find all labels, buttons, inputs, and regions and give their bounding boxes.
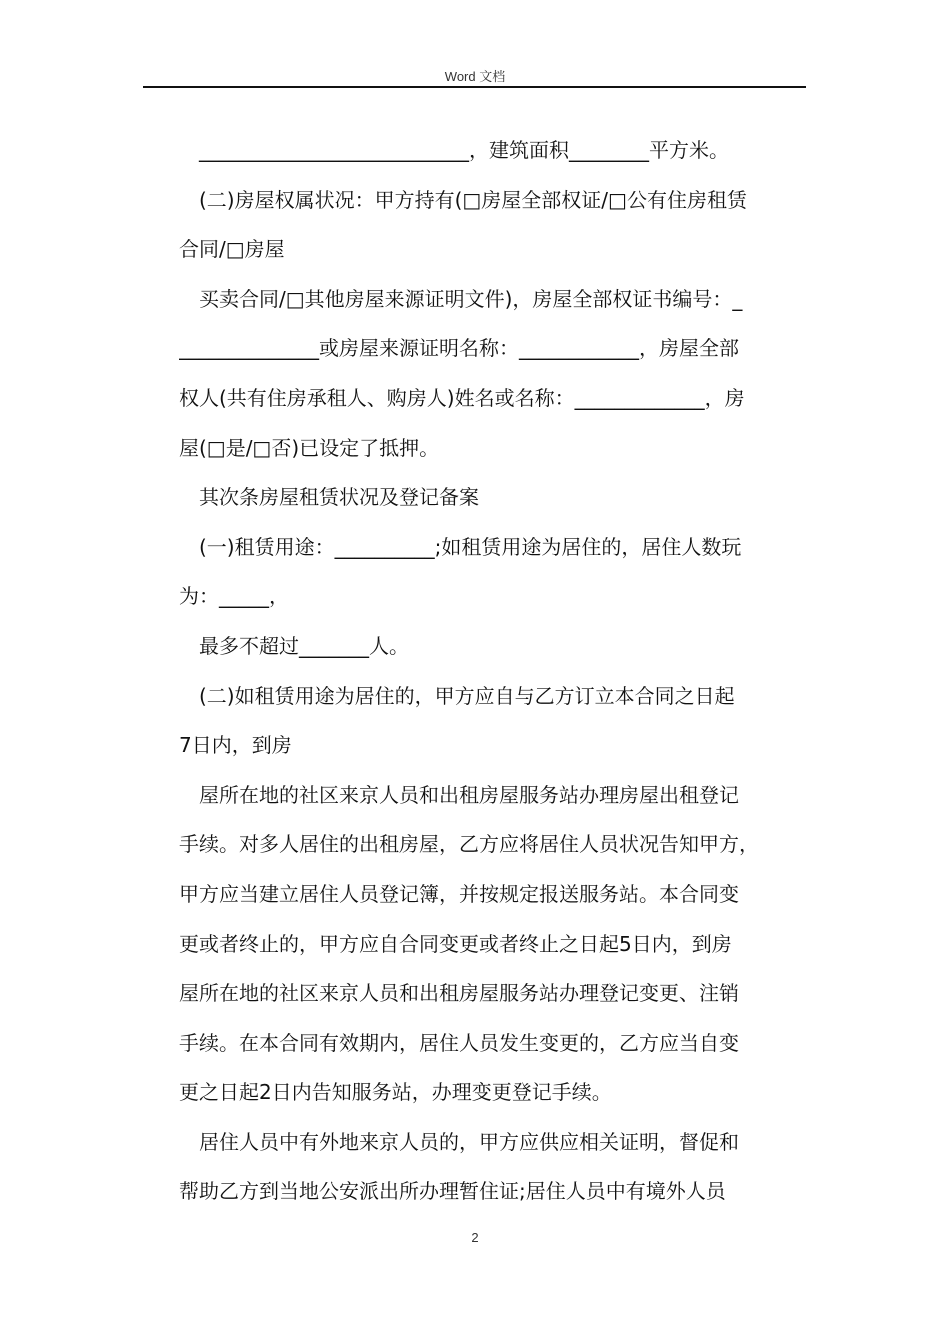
- page-number: 2: [471, 1230, 479, 1245]
- header-divider: [143, 86, 806, 88]
- text-line: 更之日起2日内告知服务站，办理变更登记手续。: [179, 1080, 612, 1105]
- section-heading: 其次条房屋租赁状况及登记备案: [199, 485, 479, 510]
- text-line: 7日内，到房: [179, 733, 292, 758]
- text-line: (二)如租赁用途为居住的，甲方应自与乙方订立本合同之日起: [199, 683, 735, 708]
- text-line: 权人(共有住房承租人、购房人)姓名或名称：_____________，房: [179, 385, 745, 410]
- text-line: 手续。在本合同有效期内，居住人员发生变更的，乙方应当自变: [179, 1030, 739, 1055]
- text-line: 屋所在地的社区来京人员和出租房屋服务站办理登记变更、注销: [179, 981, 739, 1006]
- text-line: 屋所在地的社区来京人员和出租房屋服务站办理房屋出租登记: [199, 782, 739, 807]
- text-line: 合同/□房屋: [179, 237, 285, 262]
- text-line: ______________或房屋来源证明名称：____________，房屋全部: [179, 336, 739, 361]
- page-header: Word 文档: [444, 69, 506, 84]
- text-line: 甲方应当建立居住人员登记簿，并按规定报送服务站。本合同变: [179, 881, 739, 906]
- text-line: 最多不超过_______人。: [199, 633, 409, 658]
- document-body: [179, 126, 809, 1217]
- text-line: 居住人员中有外地来京人员的，甲方应供应相关证明，督促和: [199, 1129, 739, 1154]
- text-line: (一)租赁用途：__________;如租赁用途为居住的，居住人数玩: [199, 534, 742, 559]
- text-line: 帮助乙方到当地公安派出所办理暂住证;居住人员中有境外人员: [179, 1179, 726, 1204]
- text-line: 更或者终止的，甲方应自合同变更或者终止之日起5日内，到房: [179, 931, 732, 956]
- text-line: 为：_____，: [179, 584, 289, 609]
- text-line: ___________________________，建筑面积________平方米。: [199, 138, 729, 162]
- text-line: 手续。对多人居住的出租房屋，乙方应将居住人员状况告知甲方，: [179, 832, 759, 857]
- text-line: 屋(□是/□否)已设定了抵押。: [179, 435, 440, 460]
- text-line: 买卖合同/□其他房屋来源证明文件)，房屋全部权证书编号：_: [199, 286, 743, 311]
- text-line: (二)房屋权属状况：甲方持有(□房屋全部权证/□公有住房租赁: [199, 187, 747, 212]
